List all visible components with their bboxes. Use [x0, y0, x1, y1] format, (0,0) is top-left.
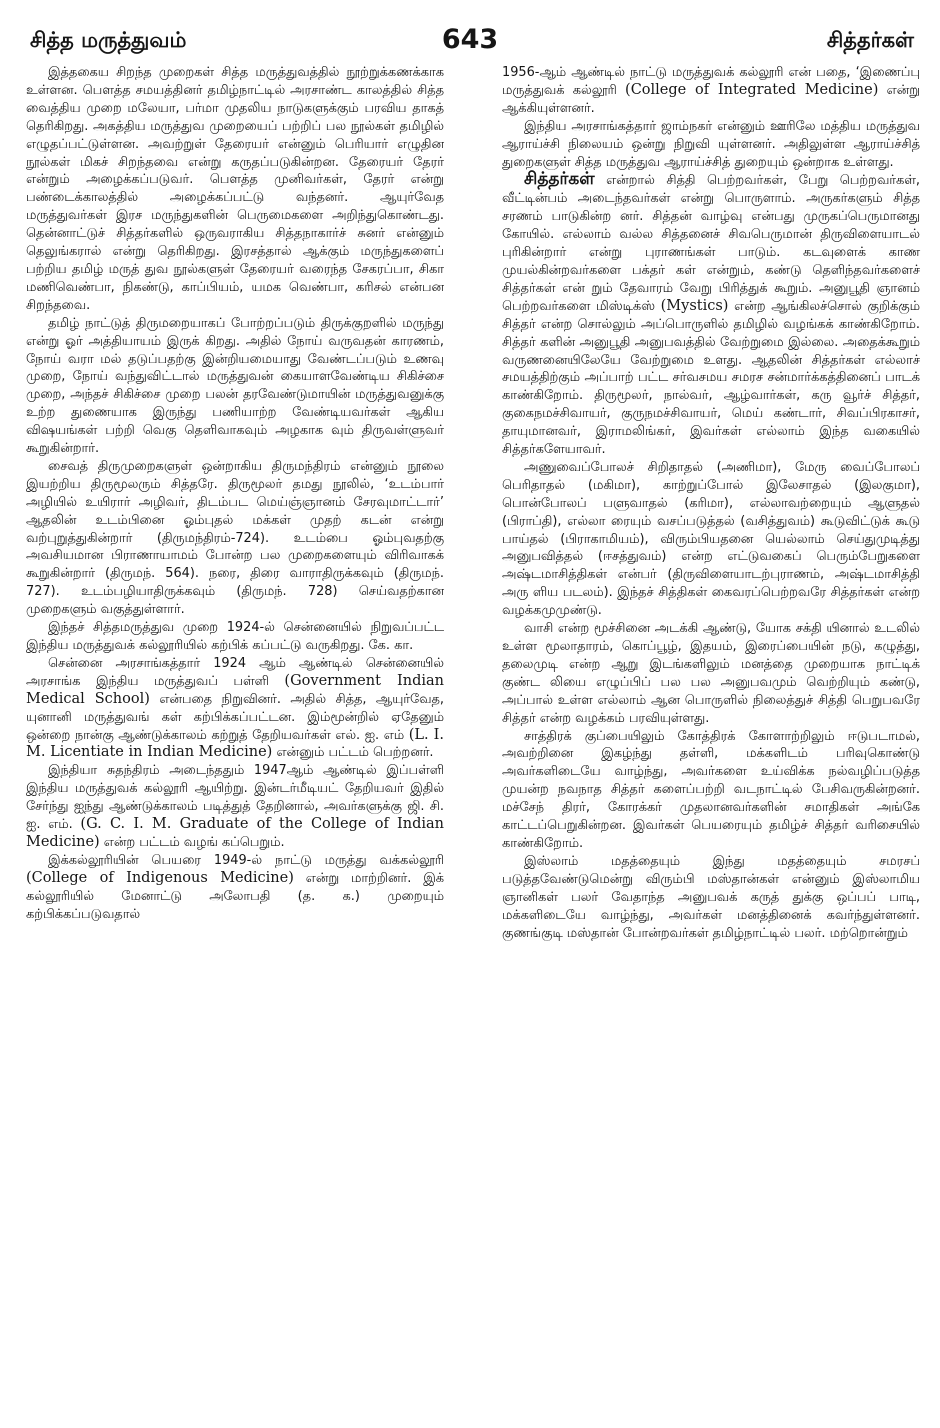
text-run: இந்தியா சுதந்திரம் அடைந்ததும் 1947ஆம் ஆண்டில் இப்பள்ளி இந்திய மருத்துவக் கல்லூரி ஆயிற்று. இன்டர்மீடியட் தேறியவர் இதில் சேர்ந்து ஐந்து ஆண்டுக்காலம் படித்துத் தேறினால், அவர்களுக்கு ஜி. சி. ஐ. எம். [26, 763, 444, 833]
paragraph: அணுவைப்போலச் சிறிதாதல் (அணிமா), மேரு வைப்போலப் பெரிதாதல் (மகிமா), காற்றுப்போல் இலேசாதல் (இலகுமா), பொன்போலப் பளுவாதல் (கரிமா), எல்லாவற்றையும் ஆளுதல் (பிராப்தி), எல்லா ரையும் வசப்படுத்தல் (வசித்துவம்) கூடுவிட்டுக் கூடு பாய்தல் (பிராகாமியம்), விரும்பியதனை யெல்லாம் செய்துமுடித்து அனுபவித்தல் (ஈசத்துவம்) என்ற எட்டுவகைப் பெரும்பேறுகளை அஷ்டமாசித்திகள் என்பர் (திருவிளையாடற்புராணம், அஷ்டமாசித்தி அரு ளிய படலம்). இந்தச் சித்திகள் கைவரப்பெற்றவரே சித்தர்கள் என்ற வழக்கமுமுண்டு. [502, 459, 920, 619]
paragraph [26, 762, 444, 852]
running-header [18, 24, 922, 64]
text-run: 1956-ஆம் ஆண்டில் நாட்டு மருத்துவக் கல்லூரி என் பதை, ‘இணைப்பு மருத்துவக் கல்லூரி [502, 65, 920, 98]
paragraph: இஸ்லாம் மதத்தையும் இந்து மதத்தையும் சமரசப் படுத்தவேண்டுமென்று விரும்பி மஸ்தான்கள் என்னும் இஸ்லாமிய ஞானிகள் பலர் வேதாந்த அனுபவக் கருத் துக்கு ஒப்பப் பாடி, மக்களிடையே வாழ்ந்து, அவர்கள் மனத்தினைக் கவர்ந்துள்ளனர். குணங்குடி மஸ்தான் போன்றவர்கள் தமிழ்நாட்டில் பலர். மற்றொன்றும் [502, 853, 920, 941]
paragraph: இந்திய அரசாங்கத்தார் ஜாம்நகர் என்னும் ஊரிலே மத்திய மருத்துவ ஆராய்ச்சி நிலையம் ஒன்று நிறுவி யுள்ளனர். அதிலுள்ள ஆராய்ச்சித் துறைகளுள் சித்த மருத்துவ ஆராய்ச்சித் துறையும் ஒன்றாக உள்ளது. [502, 118, 920, 170]
text-run: இக்கல்லூரியின் பெயரை 1949-ல் நாட்டு மருத்து வக்கல்லூரி [48, 852, 444, 868]
english-term: (G. C. I. M. Graduate of the College of Indian Medicine) [26, 816, 444, 850]
paragraph [26, 655, 444, 762]
paragraph: தமிழ் நாட்டுத் திருமறையாகப் போற்றப்படும் திருக்குறளில் மருந்து என்று ஓர் அத்தியாயம் இருக் கிறது. அதில் நோய் வருவதன் காரணம், நோய் வரா மல் தடுப்பதற்கு இன்றியமையாது வேண்டப்படும் உணவு முறை, நோய் வந்துவிட்டால் மருத்துவன் கையாளவேண்டிய சிகிச்சை முறை, அந்தச் சிகிச்சை முறை பலன் தரவேண்டுமாயின் மருத்துவனுக்கு உற்ற துணையாக இருந்து பணியாற்ற வேண்டியவர்கள் ஆகிய விஷயங்கள் பற்றி வெகு தெளிவாகவும் அழகாக வும் திருவள்ளுவர் கூறுகின்றார். [26, 315, 444, 457]
right-column [502, 64, 920, 942]
english-term: (College of Integrated Medicine) [625, 81, 879, 98]
text-run: என்று ஆக்கியுள்ளனர். [502, 82, 920, 116]
text-run: என்றால் சித்தி பெற்றவர்கள், பேறு பெற்றவர்கள், வீட்டின்பம் அடைந்தவர்கள் என்று பொருளாம். அருகர்களும் சித்த சரணம் பாடுகின்ற னர். சித்தன் வாழ்வு என்பது முருகப்பெருமானது கோயில். எல்லாம் வல்ல சித்தனைச் சிவபெருமான் திருவிளையாடல் புரிகின்றார் என்று புராணங்கள் பாடும். கடவுளைக் காண முயல்கின்றவர்களை பக்தர் கள் என்றும், கண்டு தெளிந்தவர்களைச் சித்தர்கள் என் றும் தேவாரம் வேறு பிரித்துக் கூறும். அனுபூதி ஞானம் பெற்றவர்களை மிஸ்டிக்ஸ் [502, 173, 920, 314]
paragraph: இத்தகைய சிறந்த முறைகள் சித்த மருத்துவத்தில் நூற்றுக்கணக்காக உள்ளன. பௌத்த சமயத்தினர் தமிழ்நாட்டில் அரசாண்ட காலத்தில் சித்த வைத்திய முறை மலேயா, பர்மா முதலிய நாடுகளுக்கும் பரவிய தாகத் தெரிகிறது. அகத்திய மருத்துவ முறையைப் பற்றிப் பல நூல்கள் தமிழில் எழுதப்பட்டுள்ளன. அவற்றுள் தேரையர் என்னும் பெரியார் எழுதின நூல்கள் மிகச் சிறந்தவை என்று கருதப்படுகின்றன. தேரையர் தேரர் என்றும் அழைக்கப்படுவர். பௌத்த முனிவர்கள், தேரர் என்று பண்டைக்காலத்தில் அழைக்கப்பட்டு வந்தனர். ஆயுர்வேத மருத்துவர்கள் இரச மருந்துகளின் பெருமைகளை அறிந்துகொண்டது. தென்னாட்டுச் சித்தர்களில் ஒருவராகிய சித்தநாகார்ச் சுனர் என்னும் தெலுங்கரால் என்று தெரிகிறது. இரசத்தால் ஆக்கும் மருந்துகளைப் பற்றிய தமிழ் மருத் துவ நூல்களுள் தேரையர் வரைந்த சேகரப்பா, சிகா மணிவெண்பா, நிகண்டு, காப்பியம், யமக வெண்பா, கரிசல் என்பன சிறந்தவை. [26, 65, 444, 313]
paragraph [502, 171, 920, 459]
paragraph: சைவத் திருமுறைகளுள் ஒன்றாகிய திருமந்திரம் என்னும் நூலை இயற்றிய திருமூலரும் சித்தரே. திருமூலர் தமது நூலில், ‘உடம்பார் அழியில் உயிரார் அழிவர், திடம்பட மெய்ஞ்ஞானம் சேரவுமாட்டார்’ ஆதலின் உடம்பினை ஓம்புதல் மக்கள் முதற் கடன் என்று வற்புறுத்துகின்றார் (திருமந்திரம்-724). உடம்பை ஓம்புவதற்கு அவசியமான பிராணாயாமம் போன்ற பல முறைகளையும் விரிவாகக் கூறுகின்றார் (திருமந். 564). நரை, திரை வாராதிருக்கவும் (திருமந். 727). உடம்பழியாதிருக்கவும் (திருமந். 728) செய்வதற்கான முறைகளும் வகுத்துள்ளார். [26, 458, 444, 618]
text-run: என்னும் பட்டம் பெற்றனர். [272, 745, 434, 761]
text-run: என்று மாற்றினர். இக் கல்லூரியில் மேனாட்டு அலோபதி (த. க.) முறையும் கற்பிக்கப்படுவதால் [26, 870, 444, 922]
english-term: (Mystics) [660, 297, 729, 314]
text-run: என்ற பட்டம் வழங் கப்பெறும். [99, 834, 285, 850]
text-run: என்பதை நிறுவினர். அதில் சித்த, ஆயுர்வேத, யுனானி மருத்துவங் கள் கற்பிக்கப்பட்டன. இம்மூன்றில் ஏதேனும் ஒன்றை நான்கு ஆண்டுக்காலம் கற்றுத் தேறியவர்கள் எல். ஐ. எம் [26, 691, 444, 743]
paragraph: சாத்திரக் குப்பையிலும் கோத்திரக் கோளாற்றிலும் ஈடுபடாமல், அவற்றினை இகழ்ந்து தள்ளி, மக்களிடம் பரிவுகொண்டு அவர்களிடையே வாழ்ந்து, அவர்களை உய்விக்க நல்வழிப்படுத்த முயன்ற நவநாத சித்தர் களைப்பற்றி வடநாட்டில் பேசிவருகின்றனர். மச்சேந் திரர், கோரக்கர் முதலானவர்களின் சமாதிகள் அங்கே காட்டப்பெறுகின்றன. இவர்கள் பெயரையும் தமிழ்ச் சித்தர் வரிசையில் காண்கிறோம். [502, 728, 920, 851]
english-term: (College of Indigenous Medicine) [26, 869, 294, 886]
entry-headword: சித்தர்கள் [524, 169, 595, 190]
left-column [26, 64, 444, 924]
paragraph: இந்தச் சித்தமருத்துவ முறை 1924-ல் சென்னையில் நிறுவப்பட்ட இந்திய மருத்துவக் கல்லூரியில் கற்பிக் கப்பட்டு வருகிறது. கே. கா. [26, 620, 444, 653]
header-entry-title: சித்தர்கள் [826, 28, 914, 52]
paragraph: வாசி என்ற மூச்சினை அடக்கி ஆண்டு, யோக சக்தி யினால் உடலில் உள்ள மூலாதாரம், கொப்பூழ், இதயம், இரைப்பையின் நடு, கழுத்து, தலைமுடி என்ற ஆறு இடங்களிலும் மனத்தை முறையாக நாட்டிக் குண்ட லியை எழுப்பிப் பல பல அனுபவமும் வெற்றியும் கண்டு, அப்பால் உள்ள எல்லாம் ஆன பொருளில் நிலைத்துச் சித்தி பெறுபவரே சித்தர் என்ற வழக்கம் பரவியுள்ளது. [502, 621, 920, 726]
paragraph [502, 64, 920, 118]
paragraph [26, 852, 444, 924]
text-run: என்ற ஆங்கிலச்சொல் குறிக்கும் சித்தர் என்ற சொல்லும் அப்பொருளில் தமிழில் வழங்கக் காண்கிறோம். சித்தர் களின் அனுபூதி அனுபவத்தில் வேற்றுமை இல்லை. அதைக்கூறும் வருணனையிலேயே வேற்றுமை உளது. ஆதலின் சித்தர்கள் எல்லாச் சமயத்திற்கும் அப்பாற் பட்ட சர்வசமய சமரச சன்மார்க்கத்தினைப் பாடக் காண்கிறோம். திருமூலர், நால்வர், ஆழ்வார்கள், கரு வூர்ச் சித்தர், குகைநமச்சிவாயர், குருநமச்சிவாயர், மெய் கண்டார், சிவப்பிரகாசர், தாயுமானவர், இராமலிங்கர், இவர்கள் எல்லாம் இந்த வகையில் சித்தர்களேயாவர். [502, 298, 921, 458]
text-run: சென்னை அரசாங்கத்தார் 1924 ஆம் ஆண்டில் சென்னையில் அரசாங்க இந்திய மருத்துவப் பள்ளி [26, 655, 444, 689]
header-section-title: சித்த மருத்துவம் [30, 28, 187, 52]
page-number: 643 [441, 24, 499, 55]
english-term: (L. I. M. Licentiate in Indian Medicine) [26, 726, 445, 761]
english-term: (Government Indian Medical School) [26, 672, 444, 707]
